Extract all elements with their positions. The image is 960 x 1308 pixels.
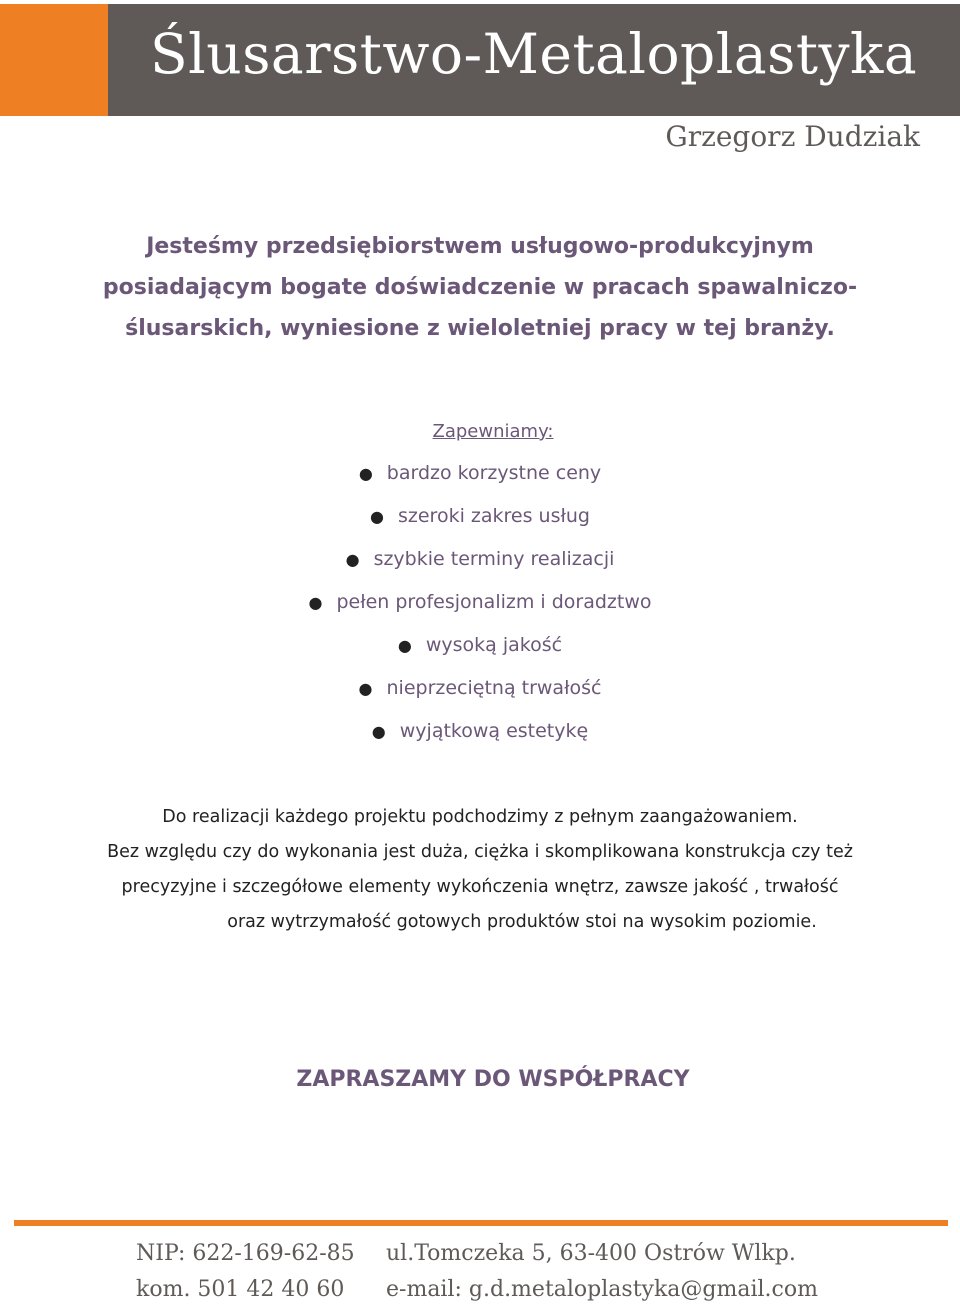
offer-list bbox=[0, 452, 960, 753]
header-banner bbox=[0, 0, 960, 160]
offer-item-label: bardzo korzystne ceny bbox=[386, 462, 602, 484]
owner-name: Grzegorz Dudziak bbox=[665, 120, 920, 153]
bullet-icon: ● bbox=[370, 507, 384, 526]
offer-item bbox=[0, 452, 960, 495]
bullet-icon: ● bbox=[358, 679, 373, 698]
offer-item bbox=[0, 581, 960, 624]
offer-item bbox=[0, 710, 960, 753]
header-accent-block bbox=[0, 4, 108, 116]
offer-item bbox=[0, 624, 960, 667]
offer-item bbox=[0, 667, 960, 710]
intro-line: Jesteśmy przedsiębiorstwem usługowo-produkcyjnym bbox=[146, 234, 814, 259]
offer-item bbox=[0, 495, 960, 538]
offer-item-label: nieprzeciętną trwałość bbox=[386, 677, 602, 699]
bullet-icon: ● bbox=[308, 593, 323, 612]
offer-item bbox=[0, 538, 960, 581]
intro-line: posiadającym bogate doświadczenie w pracach spawalniczo- bbox=[102, 275, 858, 300]
commitment-line: oraz wytrzymałość gotowych produktów stoi na wysokim poziomie. bbox=[227, 912, 817, 932]
intro-paragraph bbox=[0, 226, 960, 349]
brand-title: Ślusarstwo-Metaloplastyka bbox=[150, 22, 918, 86]
bullet-icon: ● bbox=[358, 464, 373, 483]
offer-item-label: wysoką jakość bbox=[425, 634, 563, 656]
footer-row bbox=[136, 1236, 936, 1272]
commitment-line: precyzyjne i szczegółowe elementy wykończenia wnętrz, zawsze jakość , trwałość bbox=[121, 877, 839, 897]
bullet-icon: ● bbox=[345, 550, 360, 569]
footer-divider bbox=[14, 1220, 948, 1226]
nip-number: NIP: 622-169-62-85 bbox=[136, 1241, 355, 1266]
call-to-action: ZAPRASZAMY DO WSPÓŁPRACY bbox=[296, 1067, 690, 1092]
footer-row bbox=[136, 1272, 936, 1308]
bullet-icon: ● bbox=[397, 636, 412, 655]
commitment-paragraph bbox=[0, 800, 960, 940]
phone-number: kom. 501 42 40 60 bbox=[136, 1277, 345, 1302]
bullet-icon: ● bbox=[371, 722, 386, 741]
street-address: ul.Tomczeka 5, 63-400 Ostrów Wlkp. bbox=[386, 1241, 796, 1266]
email-address: e-mail: g.d.metaloplastyka@gmail.com bbox=[386, 1277, 818, 1302]
intro-line: ślusarskich, wyniesione z wieloletniej pracy w tej branży. bbox=[125, 316, 835, 341]
offer-heading: Zapewniamy: bbox=[432, 421, 554, 442]
offer-item-label: szybkie terminy realizacji bbox=[373, 548, 615, 570]
footer-contact bbox=[136, 1236, 936, 1308]
offer-item-label: szeroki zakres usług bbox=[397, 505, 590, 527]
offer-item-label: pełen profesjonalizm i doradztwo bbox=[336, 591, 652, 613]
commitment-line: Do realizacji każdego projektu podchodzimy z pełnym zaangażowaniem. bbox=[162, 807, 798, 827]
offer-item-label: wyjątkową estetykę bbox=[399, 720, 589, 742]
commitment-line: Bez względu czy do wykonania jest duża, ciężka i skomplikowana konstrukcja czy też bbox=[107, 842, 853, 862]
